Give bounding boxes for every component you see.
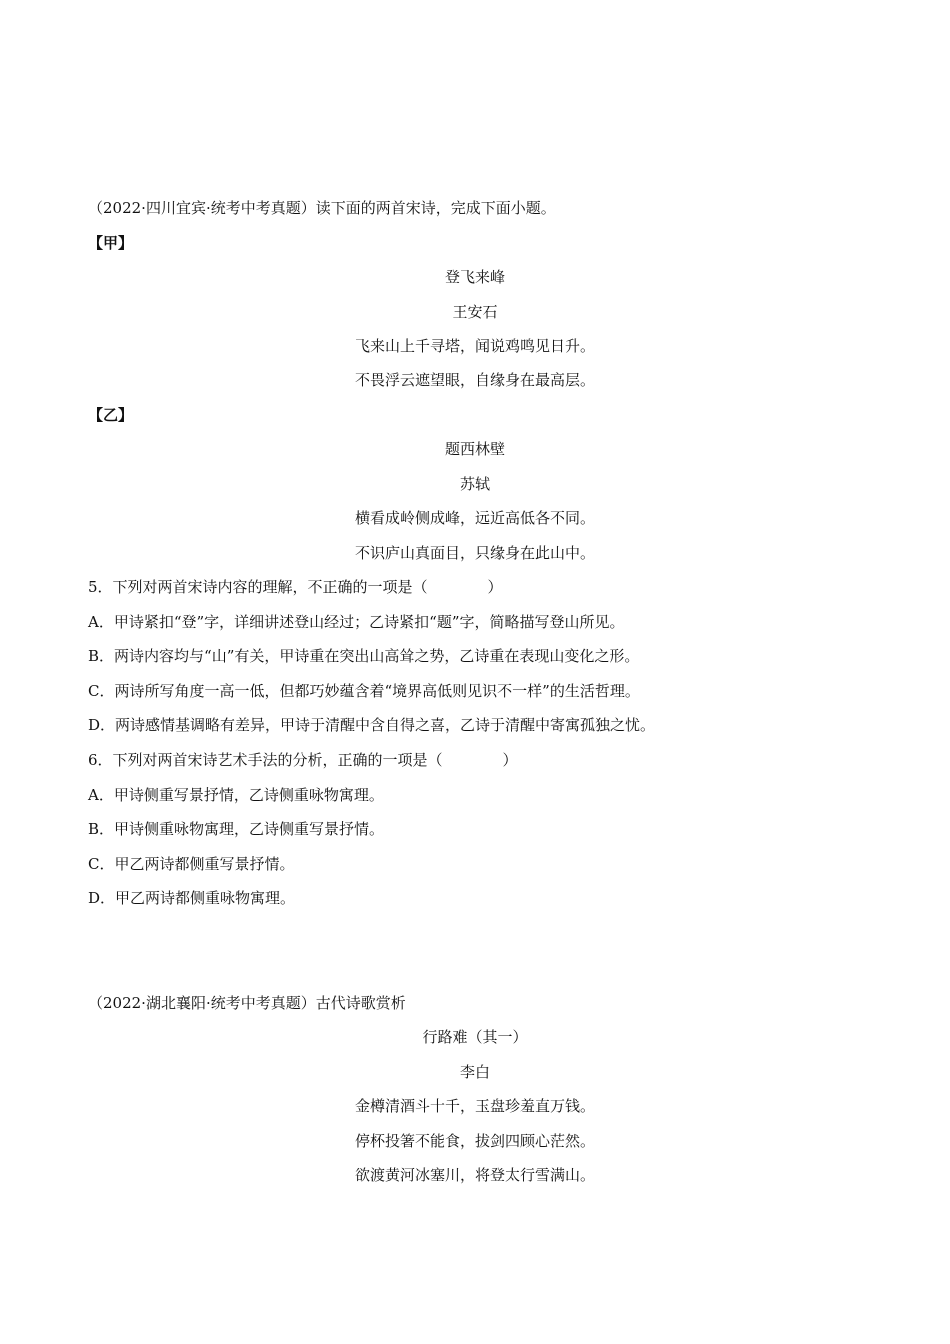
question-5-option-c: C．两诗所写角度一高一低，但都巧妙蕴含着“境界高低则见识不一样”的生活哲理。 xyxy=(88,682,640,700)
question-6-option-a: A．甲诗侧重写景抒情，乙诗侧重咏物寓理。 xyxy=(88,786,384,804)
question-6-stem: 6．下列对两首宋诗艺术手法的分析，正确的一项是（ ） xyxy=(88,751,518,769)
question-5-stem: 5．下列对两首宋诗内容的理解，不正确的一项是（ ） xyxy=(88,578,503,596)
question-5-option-b: B．两诗内容均与“山”有关，甲诗重在突出山高耸之势，乙诗重在表现山变化之形。 xyxy=(88,647,640,665)
section2-intro: （2022·湖北襄阳·统考中考真题）古代诗歌赏析 xyxy=(88,994,406,1012)
section1-intro: （2022·四川宜宾·统考中考真题）读下面的两首宋诗，完成下面小题。 xyxy=(88,199,556,217)
poem-c-title: 行路难（其一） xyxy=(422,1028,528,1046)
poem-a-title: 登飞来峰 xyxy=(444,268,505,286)
poem-b-marker: 【乙】 xyxy=(88,406,134,424)
poem-b-author: 苏轼 xyxy=(459,475,490,493)
question-5-option-a: A．甲诗紧扣“登”字，详细讲述登山经过；乙诗紧扣“题”字，简略描写登山所见。 xyxy=(88,613,625,631)
question-5-option-d: D．两诗感情基调略有差异，甲诗于清醒中含自得之喜，乙诗于清醒中寄寓孤独之忧。 xyxy=(88,716,656,734)
poem-c-line-3: 欲渡黄河冰塞川，将登太行雪满山。 xyxy=(354,1166,595,1184)
poem-c-line-1: 金樽清酒斗十千，玉盘珍羞直万钱。 xyxy=(354,1097,595,1115)
poem-a-line-1: 飞来山上千寻塔，闻说鸡鸣见日升。 xyxy=(354,337,595,355)
poem-b-title: 题西林壁 xyxy=(444,440,505,458)
poem-a-line-2: 不畏浮云遮望眼，自缘身在最高层。 xyxy=(354,371,595,389)
question-6-option-b: B．甲诗侧重咏物寓理，乙诗侧重写景抒情。 xyxy=(88,820,385,838)
question-6-option-d: D．甲乙两诗都侧重咏物寓理。 xyxy=(88,889,296,907)
poem-a-author: 王安石 xyxy=(452,303,498,321)
poem-c-author: 李白 xyxy=(459,1063,490,1081)
poem-c-line-2: 停杯投箸不能食，拔剑四顾心茫然。 xyxy=(354,1132,595,1150)
question-6-option-c: C．甲乙两诗都侧重写景抒情。 xyxy=(88,855,295,873)
poem-a-marker: 【甲】 xyxy=(88,234,134,252)
poem-b-line-2: 不识庐山真面目，只缘身在此山中。 xyxy=(354,544,595,562)
poem-b-line-1: 横看成岭侧成峰，远近高低各不同。 xyxy=(354,509,595,527)
